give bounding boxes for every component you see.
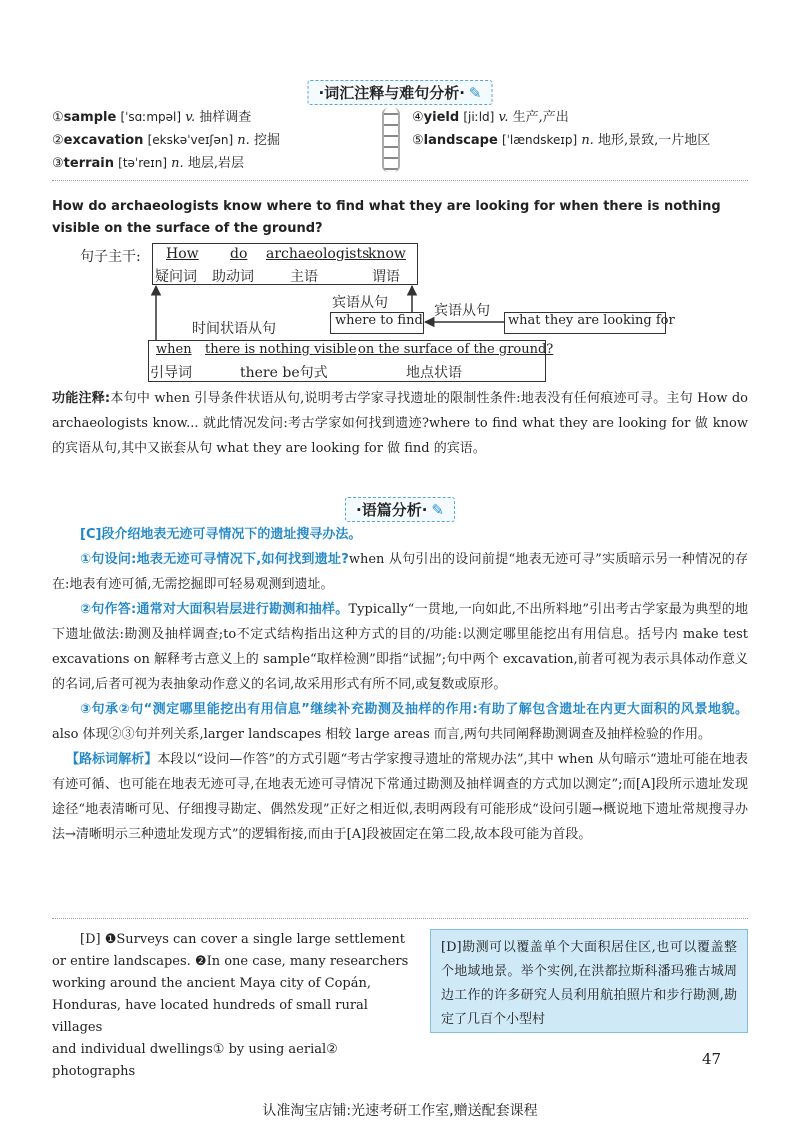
vocab-item: ⑤landscape [ˈlændskeɪp] n. 地形,景致,一片地区: [412, 133, 711, 148]
difficult-sentence: How do archaeologists know where to find what they are looking for when there is nothing visible on the surface of the ground?: [52, 199, 721, 236]
vocab-banner-text: ·词汇注释与难句分析·: [318, 84, 465, 102]
diagram-main-label: 句子主干:: [80, 249, 141, 265]
function-note-label: 功能注释:: [52, 391, 111, 406]
passage-line: or entire landscapes. ❷In one case, many researchers: [52, 954, 409, 969]
main-word: How: [166, 246, 199, 262]
inner-clause-text: what they are looking for: [508, 313, 675, 328]
discourse-banner-text: ·语篇分析·: [356, 501, 428, 519]
diagram-arrows: [0, 0, 800, 400]
passage-d-chinese: [430, 929, 748, 1033]
main-word: archaeologists: [266, 246, 370, 262]
passage-line: [D] ❶Surveys can cover a single large settlement: [80, 932, 405, 947]
para-c-title: [C]段介绍地表无迹可寻情况下的遗址搜寻办法。: [80, 527, 362, 542]
main-role: 助动词: [212, 269, 254, 285]
adv-role: there be句式: [240, 365, 328, 381]
main-word: do: [230, 246, 248, 262]
vocab-item: ③terrain [təˈreɪn] n. 地层,岩层: [52, 156, 244, 171]
function-note-text: 本句中 when 引导条件状语从句,说明考古学家寻找遗址的限制性条件:地表没有任何痕迹可寻。主句 How do archaeologists know... 就此情况发问:考古学家如何找到遗迹?where to find what they are looking for 做 know 的宾语从句,其中又嵌套从句 what they are looking for 做 find 的宾语。: [52, 391, 748, 456]
obj-clause-label: 宾语从句: [332, 295, 388, 311]
footer-note: 认准淘宝店铺:光速考研工作室,赠送配套课程: [262, 1103, 538, 1119]
adv-role: 地点状语: [406, 365, 462, 381]
adv-role: 引导词: [150, 365, 192, 381]
discourse-analysis: [52, 522, 748, 847]
obj-clause-text: where to find: [335, 313, 423, 328]
function-note: [52, 386, 748, 461]
passage-line: and individual dwellings① by using aerial② photographs: [52, 1042, 338, 1079]
adv-word: when: [156, 342, 192, 357]
main-word: know: [368, 246, 406, 262]
vocab-item: ④yield [jiːld] v. 生产,产出: [412, 110, 569, 125]
main-role: 谓语: [372, 269, 400, 285]
divider: [52, 918, 748, 919]
adv-word: on the surface of the ground?: [358, 342, 554, 357]
main-role: 主语: [290, 269, 318, 285]
passage-d-english: [52, 929, 422, 1083]
passage-line: working around the ancient Maya city of Copán,: [52, 976, 371, 991]
adv-word: there is nothing visible: [205, 342, 357, 357]
passage-line: Honduras, have located hundreds of small rural villages: [52, 998, 368, 1035]
vocab-item: ①sample [ˈsɑːmpəl] v. 抽样调查: [52, 110, 252, 125]
pen-icon: ✎: [468, 84, 482, 102]
inner-clause-label: 宾语从句: [434, 303, 490, 319]
analysis-p1: ①句设问:地表无迹可寻情况下,如何找到遗址?when 从句引出的设问前提“地表无迹可寻”实质暗示另一种情况的存在:地表有迹可循,无需挖掘即可轻易观测到遗址。: [52, 552, 748, 592]
analysis-p4: 【路标词解析】本段以“设问—作答”的方式引题“考古学家搜寻遗址的常规办法”,其中 when 从句暗示“遗址可能在地表有迹可循、也可能在地表无迹可寻,在地表无迹可寻情况下常通过勘测及抽样调查的方式加以测定”;而[A]段所示遗址发现途径“地表清晰可见、仔细搜寻勘定、偶然发现”正好之相近似,表明两段有可能形成“设问引题→概说地下遗址常规搜寻办法→清晰明示三种遗址发现方式”的逻辑衔接,而由于[A]段被固定在第二段,故本段可能为首段。: [52, 752, 748, 842]
vocab-item: ②excavation [ekskəˈveɪʃən] n. 挖掘: [52, 133, 280, 148]
adv-clause-label: 时间状语从句: [192, 321, 276, 337]
main-role: 疑问词: [155, 269, 197, 285]
pen-icon: ✎: [431, 501, 444, 519]
analysis-p2: ②句作答:通常对大面积岩层进行勘测和抽样。Typically“一贯地,一向如此,不出所料地”引出考古学家最为典型的地下遗址做法:勘测及抽样调查;to不定式结构指出这种方式的目的/功能:以测定哪里能挖出有用信息。括号内 make test excavations on 解释考古意义上的 sample“取样检测”即指“试掘”;句中两个 excavation,前者可视为表示具体动作意义的名词,后者可视为表抽象动作意义的名词,故采用形式有所不同,或复数或原形。: [52, 602, 748, 692]
analysis-p3: ③句承②句“测定哪里能挖出有用信息”继续补充勘测及抽样的作用:有助了解包含遗址在内更大面积的风景地貌。also 体现②③句并列关系,larger landscapes 相较 large areas 而言,两句共同阐释勘测调查及抽样检验的作用。: [52, 702, 748, 742]
passage-d-chinese-text: [D]勘测可以覆盖单个大面积居住区,也可以覆盖整个地域地景。举个实例,在洪都拉斯科潘玛雅古城周边工作的许多研究人员利用航拍照片和步行勘测,勘定了几百个小型村: [441, 940, 737, 1027]
discourse-banner: [345, 497, 455, 522]
page-number: 47: [702, 1050, 722, 1068]
